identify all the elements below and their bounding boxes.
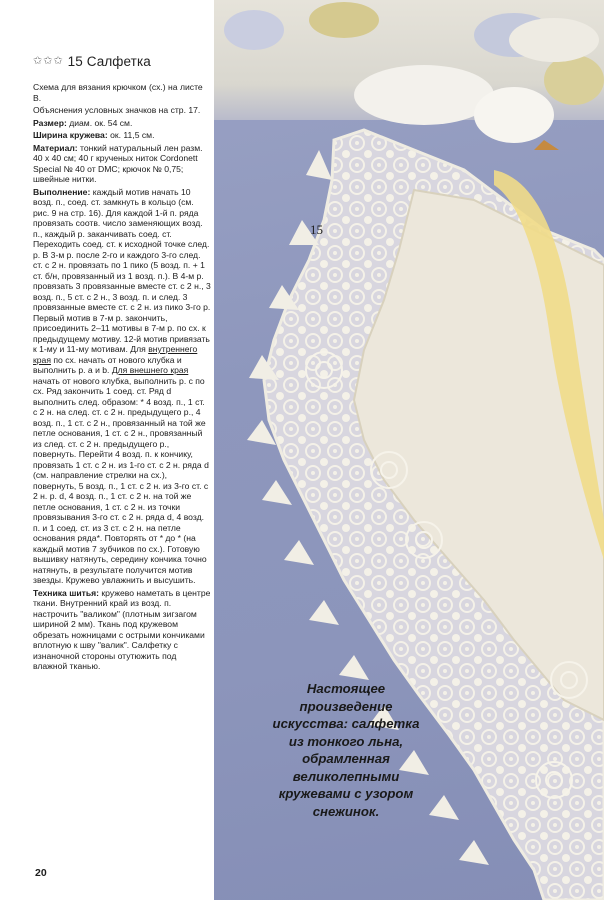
star-icon: ✩ bbox=[33, 55, 43, 67]
caption-line: искусства: салфетка bbox=[272, 716, 420, 731]
doily-photo bbox=[214, 0, 604, 900]
paragraph-symbols: Объяснения условных значков на стр. 17. bbox=[33, 105, 201, 115]
technique-label: Техника шитья: bbox=[33, 587, 100, 598]
caption-line: из тонкого льна, bbox=[288, 733, 404, 749]
page-title: 15 Салфетка bbox=[67, 54, 151, 69]
caption-line: Настоящее bbox=[306, 681, 386, 696]
execution-value: каждый мотив начать 10 возд. п., соед. ст. замкнуть в кольцо (см. рис. 9 на стр. 16). Для каждой 1-й п. ряда провязать соотв. число заменяющих возд. п., каждый р. заканчивать соед. ст. Переходить соед. ст. к исходной точке след. р. В 3-м р. после 2-го и каждого 3-го след. ст. с 2 н. провязать по 1 пико (5 возд. п. + 1 ст. б/н, провязанный из 1 возд. п.). В 4-м р. провязать 3 провязанные вместе ст. с 2 н., 3 возд. п., 5 ст. с 2 н., 3 возд. п. и след. 3 провязанные вместе ст. с 2 н. из пико 3-го р. Первый мотив в 7-м р. закончить, присоединить 2–11 мотивы в 7-м р. по сх. к предыдущему мотиву. 12-й мотив привязать к 1-му и 11-му мотивам. Для bbox=[33, 186, 211, 354]
size-value: диам. ок. 54 см. bbox=[66, 117, 133, 128]
width-value: ок. 11,5 см. bbox=[107, 130, 155, 140]
outer-edge-value: начать от нового клубка, выполнить р. c по сх. Ряд закончить 1 соед. ст. Ряд d выполнить след. образом: * 4 возд. п., 1 ст. с 2 н. на след. ст. с 2 н. предыдущего р., 4 возд. п., 1 ст. с 2 н., провязанный на той же петле основания, 1 ст. с 2 н., провязанный из след. ст. с 2 н. предыдущего р., повернуть. Перейти 4 возд. п. к кончику, провязать 1 ст. с 2 н. из 1-го ст. с 2 н. ряда d (см. направление стрелки на сх.), повернуть, 5 возд. п., 1 ст. с 2 н. из 3-го ст. с 2 н. р. d, 4 возд. п., 1 ст. с 2 н. на той же петле основания, 1 ст. с 2 н. из точки провязывания 3-го ст. с 2 н. ряда d, 4 возд. п. и 1 соед. ст. из 3 ст. с 2 н. на петле основания ряда*. Повторять от * до * (на каждый мотив 7 зубчиков по сх.). Готовую вышивку натянуть, середину кончика точно натянуть, в результате получится мотив звезды. Кружево увлажнить и высушить. bbox=[33, 375, 209, 585]
paragraph-technique bbox=[33, 588, 211, 672]
star-icon: ✩ bbox=[53, 55, 63, 67]
inner-edge-value: по сх. начать от нового клубка и выполнить р. a и b. bbox=[33, 354, 182, 375]
execution-label: Выполнение: bbox=[33, 186, 91, 197]
outer-edge-label: Для внешнего края bbox=[111, 365, 189, 375]
material-value: тонкий натуральный лен разм. 40 х 40 см; 40 г крученых ниток Cordonett Special № 40 от DMC; крючок № 0,75; швейные нитки. bbox=[33, 142, 203, 184]
paragraph-size bbox=[33, 118, 211, 129]
inner-edge-label: внутреннего края bbox=[33, 344, 198, 365]
instructions-text bbox=[33, 82, 211, 674]
material-label: Материал: bbox=[33, 142, 78, 153]
heading bbox=[33, 54, 151, 69]
text-column bbox=[0, 0, 214, 900]
width-label: Ширина кружева: bbox=[33, 130, 108, 140]
star-icon: ✩ bbox=[43, 55, 53, 67]
photo-number-label: 15 bbox=[310, 222, 323, 237]
caption-line: кружевами с узором bbox=[278, 786, 414, 801]
photo-caption bbox=[230, 680, 462, 820]
paragraph-material bbox=[33, 143, 211, 185]
page-number: 20 bbox=[35, 867, 47, 879]
difficulty-stars bbox=[33, 56, 63, 67]
caption-line: великолепными bbox=[292, 768, 400, 784]
caption-line: обрамленная bbox=[302, 751, 390, 766]
caption-line: снежинок. bbox=[312, 803, 380, 819]
paragraph-execution bbox=[33, 187, 211, 586]
caption-line: произведение bbox=[299, 698, 393, 714]
paragraph-width bbox=[33, 130, 211, 141]
technique-value: кружево наметать в центре ткани. Внутренний край из возд. п. настрочить "валиком" (плотным зигзагом шириной 2 мм). Ткань под кружевом обрезать ножницами с острыми кончиками вплотную к шву "валик". Салфетку с изнаночной стороны отутюжить под влажной тканью. bbox=[33, 587, 211, 671]
size-label: Размер: bbox=[33, 117, 67, 128]
paragraph-scheme: Схема для вязания крючком (сх.) на листе В. bbox=[33, 82, 203, 103]
